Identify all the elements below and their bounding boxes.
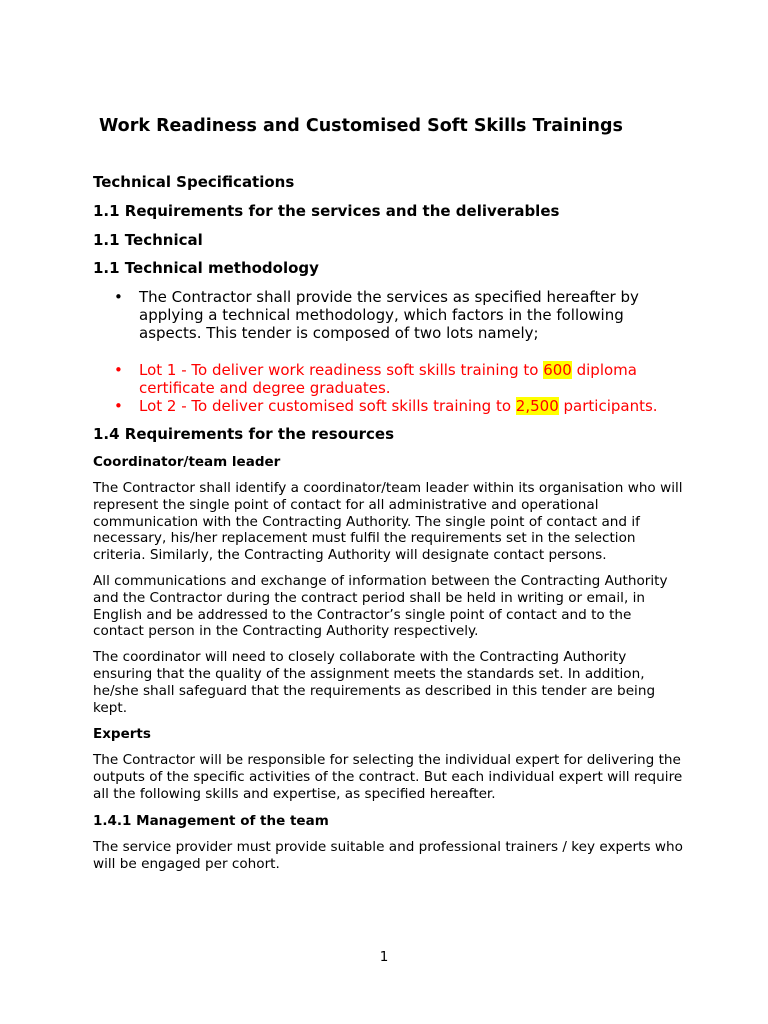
lot2-text-end: participants. [558,397,658,415]
document-title: Work Readiness and Customised Soft Skills Trainings [99,116,623,136]
heading-technical-methodology: 1.1 Technical methodology [93,259,319,277]
list-item-lot-2 [93,397,683,415]
paragraph-coordinator-3: The coordinator will need to closely collaborate with the Contracting Authority ensuring that the quality of the assignment meets the standards set. In addition, he/she shall safeguard that the requirements as described in this tender are being kept. [93,649,656,716]
lot1-highlighted-number: 600 [543,361,572,379]
intro-bullet-list [93,288,683,342]
heading-technical: 1.1 Technical [93,231,203,249]
paragraph-coordinator-1: The Contractor shall identify a coordinator/team leader within its organisation who will represent the single point of contact for all administrative and operational communication with the Contracting Authority. The single point of contact and if necessary, his/her replacement must fulfil the requirements set in the selection criteria. Similarly, the Contracting Authority will designate contact persons. [93,480,683,564]
intro-bullet-text: The Contractor shall provide the services as specified hereafter by applying a technical methodology, which factors in the following aspects. This tender is composed of two lots namely; [139,288,639,342]
lot2-text-start: Lot 2 - To deliver customised soft skills training to [139,397,516,415]
bullet-icon: • [114,397,123,415]
heading-management-of-team: 1.4.1 Management of the team [93,812,329,829]
document-body [93,172,683,872]
lot2-highlighted-number: 2,500 [515,397,559,415]
bullet-icon: • [114,361,123,379]
page-number: 1 [379,949,389,965]
list-item [93,288,683,342]
heading-coordinator: Coordinator/team leader [93,454,281,470]
lots-bullet-list [93,361,683,415]
lot1-text-end: diploma certificate and degree graduates. [139,361,637,397]
bullet-icon: • [114,288,123,306]
heading-experts: Experts [93,726,151,743]
lot1-text-start: Lot 1 - To deliver work readiness soft skills training to [139,361,544,379]
heading-technical-specifications: Technical Specifications [93,173,295,191]
paragraph-experts: The Contractor will be responsible for selecting the individual expert for delivering the outputs of the specific activities of the contract. But each individual expert will require all the following skills and expertise, as specified hereafter. [93,752,683,802]
paragraph-coordinator-2: All communications and exchange of information between the Contracting Authority and the Contractor during the contract period shall be held in writing or email, in English and be addressed to the Contractor’s single point of contact and to the contact person in the Contracting Authority respectively. [93,572,668,640]
heading-requirements-services: 1.1 Requirements for the services and the deliverables [93,202,560,220]
list-item-lot-1 [93,361,683,397]
heading-requirements-resources: 1.4 Requirements for the resources [93,425,395,443]
paragraph-management: The service provider must provide suitable and professional trainers / key experts who will be engaged per cohort. [93,838,683,872]
